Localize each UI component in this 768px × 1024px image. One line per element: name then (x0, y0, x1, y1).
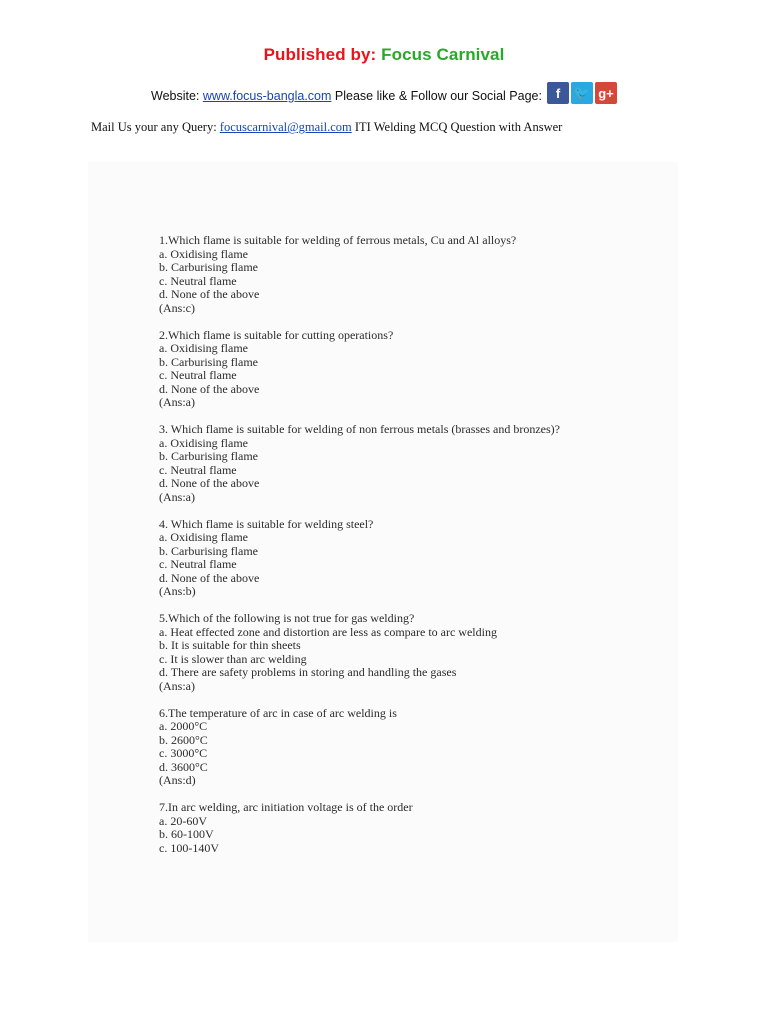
question-block (159, 612, 659, 693)
answer-option: d. 3600°C (159, 759, 208, 774)
answer-option: a. Oxidising flame (159, 246, 248, 261)
answer-option: c. Neutral flame (159, 368, 237, 382)
answer-option: c. Neutral flame (159, 462, 237, 477)
website-label: Website: (151, 89, 200, 103)
answer-key: (Ans:a) (159, 395, 195, 409)
question-text: 7.In arc welding, arc initiation voltage is of the order (159, 800, 413, 814)
answer-option: c. Neutral flame (159, 557, 237, 571)
answer-option: c. Neutral flame (159, 273, 237, 288)
answer-option: c. 3000°C (159, 746, 208, 760)
answer-option: c. 100-140V (159, 840, 219, 855)
answer-option: d. There are safety problems in storing and handling the gases (159, 665, 457, 679)
google-plus-icon[interactable]: g+ (595, 82, 617, 104)
answer-option: b. Carburising flame (159, 260, 258, 274)
answer-option: b. Carburising flame (159, 449, 258, 463)
answer-key: (Ans:a) (159, 489, 195, 504)
answer-option: d. None of the above (159, 476, 260, 490)
question-text: 5.Which of the following is not true for gas welding? (159, 611, 415, 625)
answer-option: b. Carburising flame (159, 354, 258, 369)
mail-line (91, 120, 562, 135)
question-list (159, 234, 659, 869)
answer-option: a. Heat effected zone and distortion are less as compare to arc welding (159, 624, 497, 639)
answer-option: d. None of the above (159, 287, 260, 301)
question-block (159, 329, 659, 410)
question-block (159, 707, 659, 788)
follow-text: Please like & Follow our Social Page: (334, 89, 542, 103)
question-block (159, 801, 659, 855)
document-subject: ITI Welding MCQ Question with Answer (354, 120, 563, 134)
question-text: 2.Which flame is suitable for cutting operations? (159, 327, 394, 342)
answer-option: b. It is suitable for thin sheets (159, 638, 301, 652)
question-block (159, 518, 659, 599)
brand-name: Focus Carnival (381, 45, 505, 64)
answer-option: b. 60-100V (159, 827, 214, 841)
answer-option: c. It is slower than arc welding (159, 651, 307, 666)
published-label: Published by: (263, 45, 377, 64)
answer-option: a. Oxidising flame (159, 341, 248, 355)
question-text: 6.The temperature of arc in case of arc welding is (159, 705, 397, 720)
question-text: 3. Which flame is suitable for welding of non ferrous metals (brasses and bronzes)? (159, 422, 560, 436)
answer-key: (Ans:a) (159, 678, 195, 693)
answer-option: d. None of the above (159, 570, 260, 585)
answer-option: a. 2000°C (159, 719, 208, 733)
social-icons (547, 82, 617, 104)
question-block (159, 423, 659, 504)
twitter-icon[interactable]: 🐦 (571, 82, 593, 104)
question-block (159, 234, 659, 315)
answer-option: b. 2600°C (159, 732, 208, 747)
question-text: 4. Which flame is suitable for welding steel? (159, 516, 374, 531)
answer-option: a. Oxidising flame (159, 435, 248, 450)
answer-key: (Ans:c) (159, 300, 195, 315)
facebook-icon[interactable]: f (547, 82, 569, 104)
mail-link[interactable]: focuscarnival@gmail.com (219, 120, 352, 134)
website-link[interactable]: www.focus-bangla.com (202, 89, 332, 103)
mail-label: Mail Us your any Query: (91, 120, 217, 134)
answer-option: a. 20-60V (159, 813, 207, 828)
answer-option: a. Oxidising flame (159, 530, 248, 544)
answer-key: (Ans:d) (159, 773, 196, 787)
question-text: 1.Which flame is suitable for welding of ferrous metals, Cu and Al alloys? (159, 233, 517, 247)
website-line (151, 89, 542, 103)
answer-option: d. None of the above (159, 381, 260, 396)
answer-key: (Ans:b) (159, 584, 196, 598)
publisher-heading (0, 45, 768, 65)
answer-option: b. Carburising flame (159, 543, 258, 558)
